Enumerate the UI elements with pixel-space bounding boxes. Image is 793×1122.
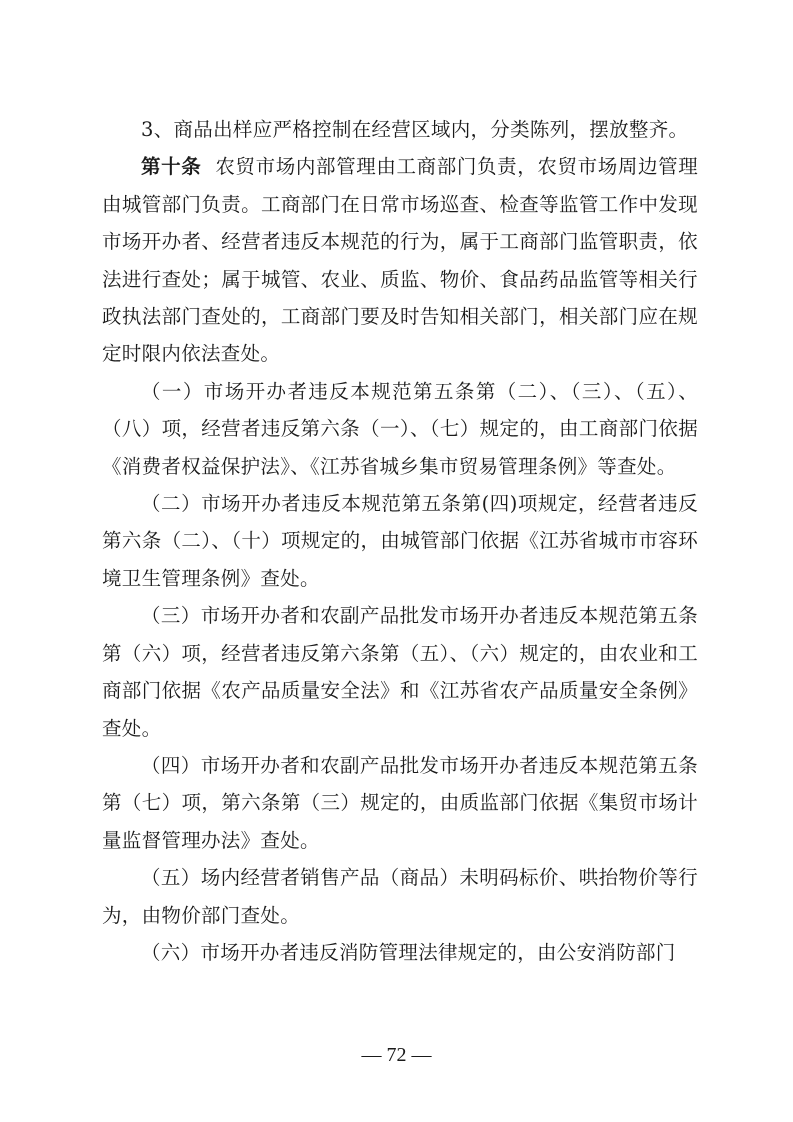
paragraph-1: 3、商品出样应严格控制在经营区域内，分类陈列，摆放整齐。 (141, 118, 689, 141)
paragraph-item-3: （三）市场开办者和农副产品批发市场开办者违反本规范第五条第（六）项，经营者违反第六条第（五）、（六）规定的，由农业和工商部门依据《农产品质量安全法》和《江苏省农产品质量安全条例》查处。 (102, 604, 698, 740)
paragraph-item-5: （五）场内经营者销售产品（商品）未明码标价、哄抬物价等行为，由物价部门查处。 (102, 866, 698, 927)
document-body (102, 111, 698, 971)
page-number: — 72 — (361, 1044, 432, 1066)
paragraph-item-6: （六）市场开办者违反消防管理法律规定的，由公安消防部门 (141, 940, 676, 964)
paragraph-item-2: （二）市场开办者违反本规范第五条第(四)项规定，经营者违反第六条（二）、（十）项规定的，由城管部门依据《江苏省城市市容环境卫生管理条例》查处。 (102, 492, 698, 590)
paragraph-article-10: 第十条 农贸市场内部管理由工商部门负责，农贸市场周边管理由城管部门负责。工商部门在日常市场巡查、检查等监管工作中发现市场开办者、经营者违反本规范的行为，属于工商部门监管职责，依法进行查处；属于城管、农业、质监、物价、食品药品监管等相关行政执法部门查处的，工商部门要及时告知相关部门，相关部门应在规定时限内依法查处。 (102, 155, 698, 366)
paragraph-item-4: （四）市场开办者和农副产品批发市场开办者违反本规范第五条第（七）项，第六条第（三）规定的，由质监部门依据《集贸市场计量监督管理办法》查处。 (102, 753, 698, 852)
article-heading: 第十条 (141, 155, 202, 179)
paragraph-item-1: （一）市场开办者违反本规范第五条第（二）、（三）、（五）、（八）项，经营者违反第六条（一）、（七）规定的，由工商部门依据《消费者权益保护法》、《江苏省城乡集市贸易管理条例》等查处。 (102, 379, 698, 478)
